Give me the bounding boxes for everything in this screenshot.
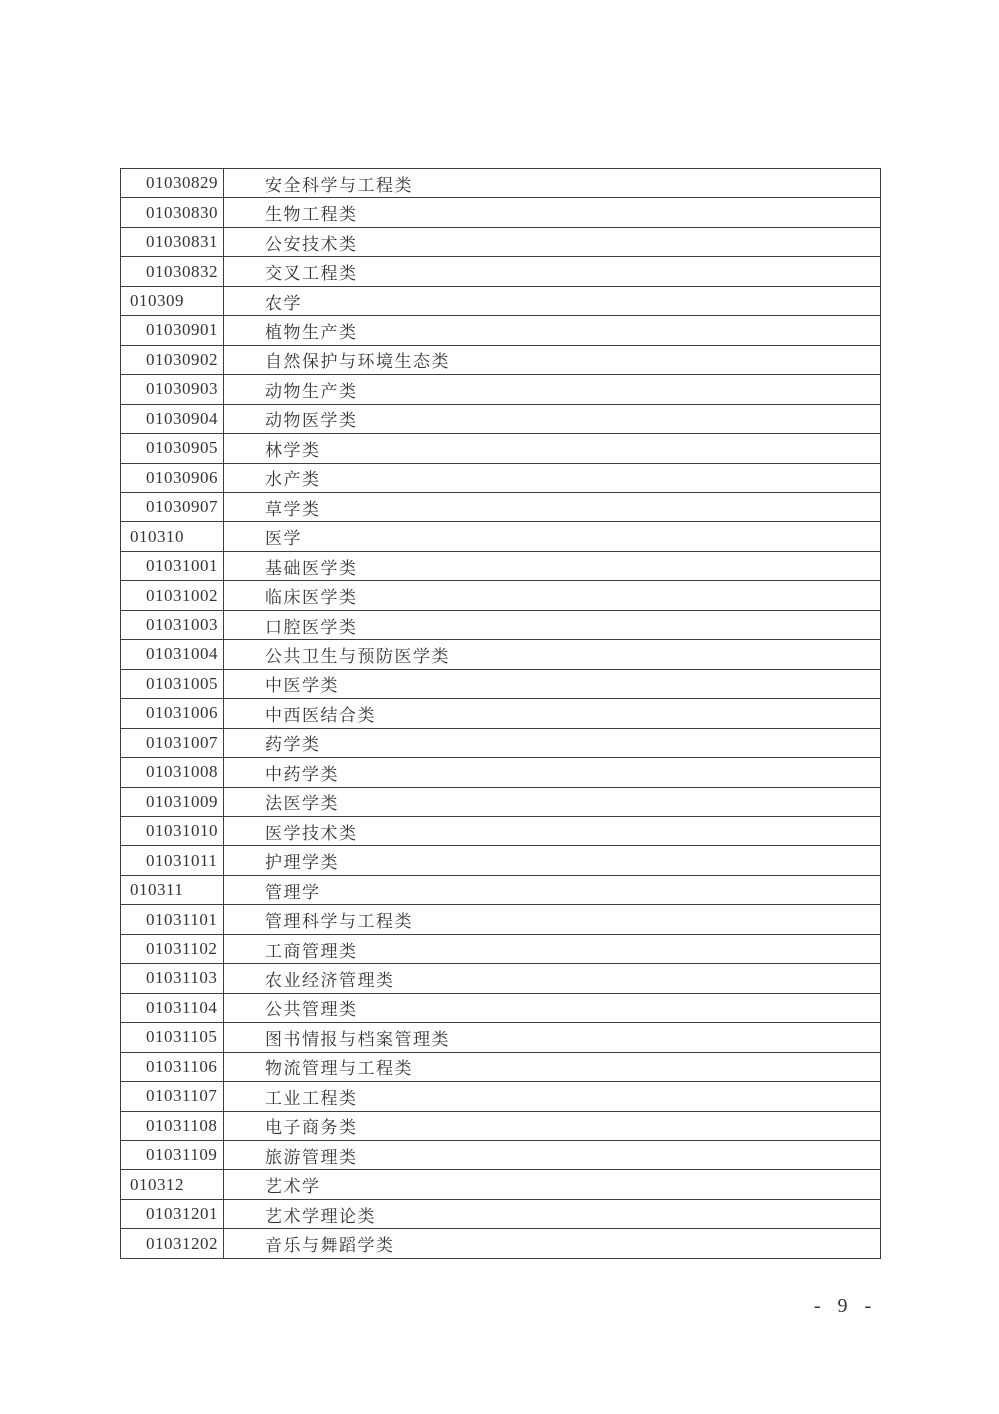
name-cell: 护理学类 (265, 853, 339, 873)
name-cell: 中医学类 (265, 676, 339, 696)
table-row (121, 1200, 880, 1229)
name-cell: 农业经济管理类 (265, 970, 395, 990)
name-cell: 工业工程类 (265, 1088, 358, 1108)
name-cell: 音乐与舞蹈学类 (265, 1236, 395, 1256)
table-row (121, 405, 880, 434)
name-cell: 动物医学类 (265, 411, 358, 431)
code-cell: 01031202 (121, 1229, 224, 1257)
table-row (121, 287, 880, 316)
table-row (121, 257, 880, 286)
table-row (121, 876, 880, 905)
code-cell: 01031008 (121, 758, 224, 786)
code-cell: 01031103 (121, 964, 224, 992)
name-cell: 工商管理类 (265, 941, 358, 961)
table-row (121, 346, 880, 375)
code-cell: 01031104 (121, 994, 224, 1022)
name-cell: 法医学类 (265, 794, 339, 814)
code-cell: 01031004 (121, 640, 224, 668)
table-row (121, 228, 880, 257)
code-cell: 01030903 (121, 375, 224, 403)
name-cell: 基础医学类 (265, 558, 358, 578)
name-cell: 医学技术类 (265, 823, 358, 843)
code-cell: 01031007 (121, 729, 224, 757)
page-number: - 9 - (813, 1295, 873, 1317)
name-cell: 电子商务类 (265, 1118, 358, 1138)
code-cell: 01030829 (121, 169, 224, 197)
name-cell: 农学 (265, 293, 302, 313)
name-cell: 旅游管理类 (265, 1147, 358, 1167)
table-row (121, 817, 880, 846)
table-row (121, 198, 880, 227)
table-row (121, 581, 880, 610)
name-cell: 物流管理与工程类 (265, 1059, 413, 1079)
table-row (121, 1053, 880, 1082)
table-row (121, 699, 880, 728)
name-cell: 药学类 (265, 735, 321, 755)
table-row (121, 640, 880, 669)
table-row (121, 1170, 880, 1199)
name-cell: 林学类 (265, 440, 321, 460)
name-cell: 水产类 (265, 470, 321, 490)
code-cell: 01030904 (121, 405, 224, 433)
table-row (121, 788, 880, 817)
code-cell: 01031003 (121, 611, 224, 639)
code-cell: 01031201 (121, 1200, 224, 1228)
table-row (121, 375, 880, 404)
table-row (121, 1229, 880, 1258)
name-cell: 医学 (265, 529, 302, 549)
name-cell: 图书情报与档案管理类 (265, 1029, 450, 1049)
code-cell: 01031010 (121, 817, 224, 845)
table-row (121, 994, 880, 1023)
code-cell: 01031011 (121, 846, 224, 874)
code-cell: 01031105 (121, 1023, 224, 1051)
name-cell: 植物生产类 (265, 322, 358, 342)
code-cell: 010312 (121, 1170, 224, 1198)
table-row (121, 1112, 880, 1141)
code-cell: 01030906 (121, 464, 224, 492)
name-cell: 中药学类 (265, 764, 339, 784)
table-row (121, 964, 880, 993)
table-row (121, 316, 880, 345)
table-row (121, 758, 880, 787)
name-cell: 口腔医学类 (265, 617, 358, 637)
code-cell: 01030830 (121, 198, 224, 226)
table-row (121, 935, 880, 964)
code-cell: 01031109 (121, 1141, 224, 1169)
table-row (121, 729, 880, 758)
table-row (121, 464, 880, 493)
name-cell: 艺术学 (265, 1177, 321, 1197)
table-row (121, 552, 880, 581)
name-cell: 动物生产类 (265, 381, 358, 401)
code-cell: 01031001 (121, 552, 224, 580)
table-row (121, 522, 880, 551)
code-cell: 01031107 (121, 1082, 224, 1110)
code-cell: 01031002 (121, 581, 224, 609)
code-cell: 01031009 (121, 788, 224, 816)
name-cell: 管理科学与工程类 (265, 912, 413, 932)
name-cell: 安全科学与工程类 (265, 175, 413, 195)
name-cell: 临床医学类 (265, 588, 358, 608)
table-row (121, 1141, 880, 1170)
name-cell: 公共管理类 (265, 1000, 358, 1020)
table-row (121, 434, 880, 463)
table-row (121, 493, 880, 522)
name-cell: 中西医结合类 (265, 705, 376, 725)
code-cell: 01031101 (121, 905, 224, 933)
discipline-category-table (120, 168, 881, 1259)
code-cell: 01031106 (121, 1053, 224, 1081)
code-cell: 01030901 (121, 316, 224, 344)
name-cell: 交叉工程类 (265, 264, 358, 284)
name-cell: 公安技术类 (265, 234, 358, 254)
name-cell: 自然保护与环境生态类 (265, 352, 450, 372)
table-row (121, 1082, 880, 1111)
code-cell: 01030905 (121, 434, 224, 462)
name-cell: 生物工程类 (265, 205, 358, 225)
table-row (121, 846, 880, 875)
code-cell: 01031005 (121, 670, 224, 698)
name-cell: 公共卫生与预防医学类 (265, 646, 450, 666)
name-cell: 草学类 (265, 499, 321, 519)
code-cell: 01031108 (121, 1112, 224, 1140)
code-cell: 01031006 (121, 699, 224, 727)
name-cell: 管理学 (265, 882, 321, 902)
code-cell: 01030907 (121, 493, 224, 521)
code-cell: 010309 (121, 287, 224, 315)
code-cell: 01031102 (121, 935, 224, 963)
code-cell: 01030831 (121, 228, 224, 256)
table-row (121, 1023, 880, 1052)
code-cell: 010310 (121, 522, 224, 550)
table-row (121, 169, 880, 198)
table-row (121, 611, 880, 640)
code-cell: 01030902 (121, 346, 224, 374)
table-row (121, 670, 880, 699)
name-cell: 艺术学理论类 (265, 1206, 376, 1226)
table-row (121, 905, 880, 934)
code-cell: 01030832 (121, 257, 224, 285)
code-cell: 010311 (121, 876, 224, 904)
